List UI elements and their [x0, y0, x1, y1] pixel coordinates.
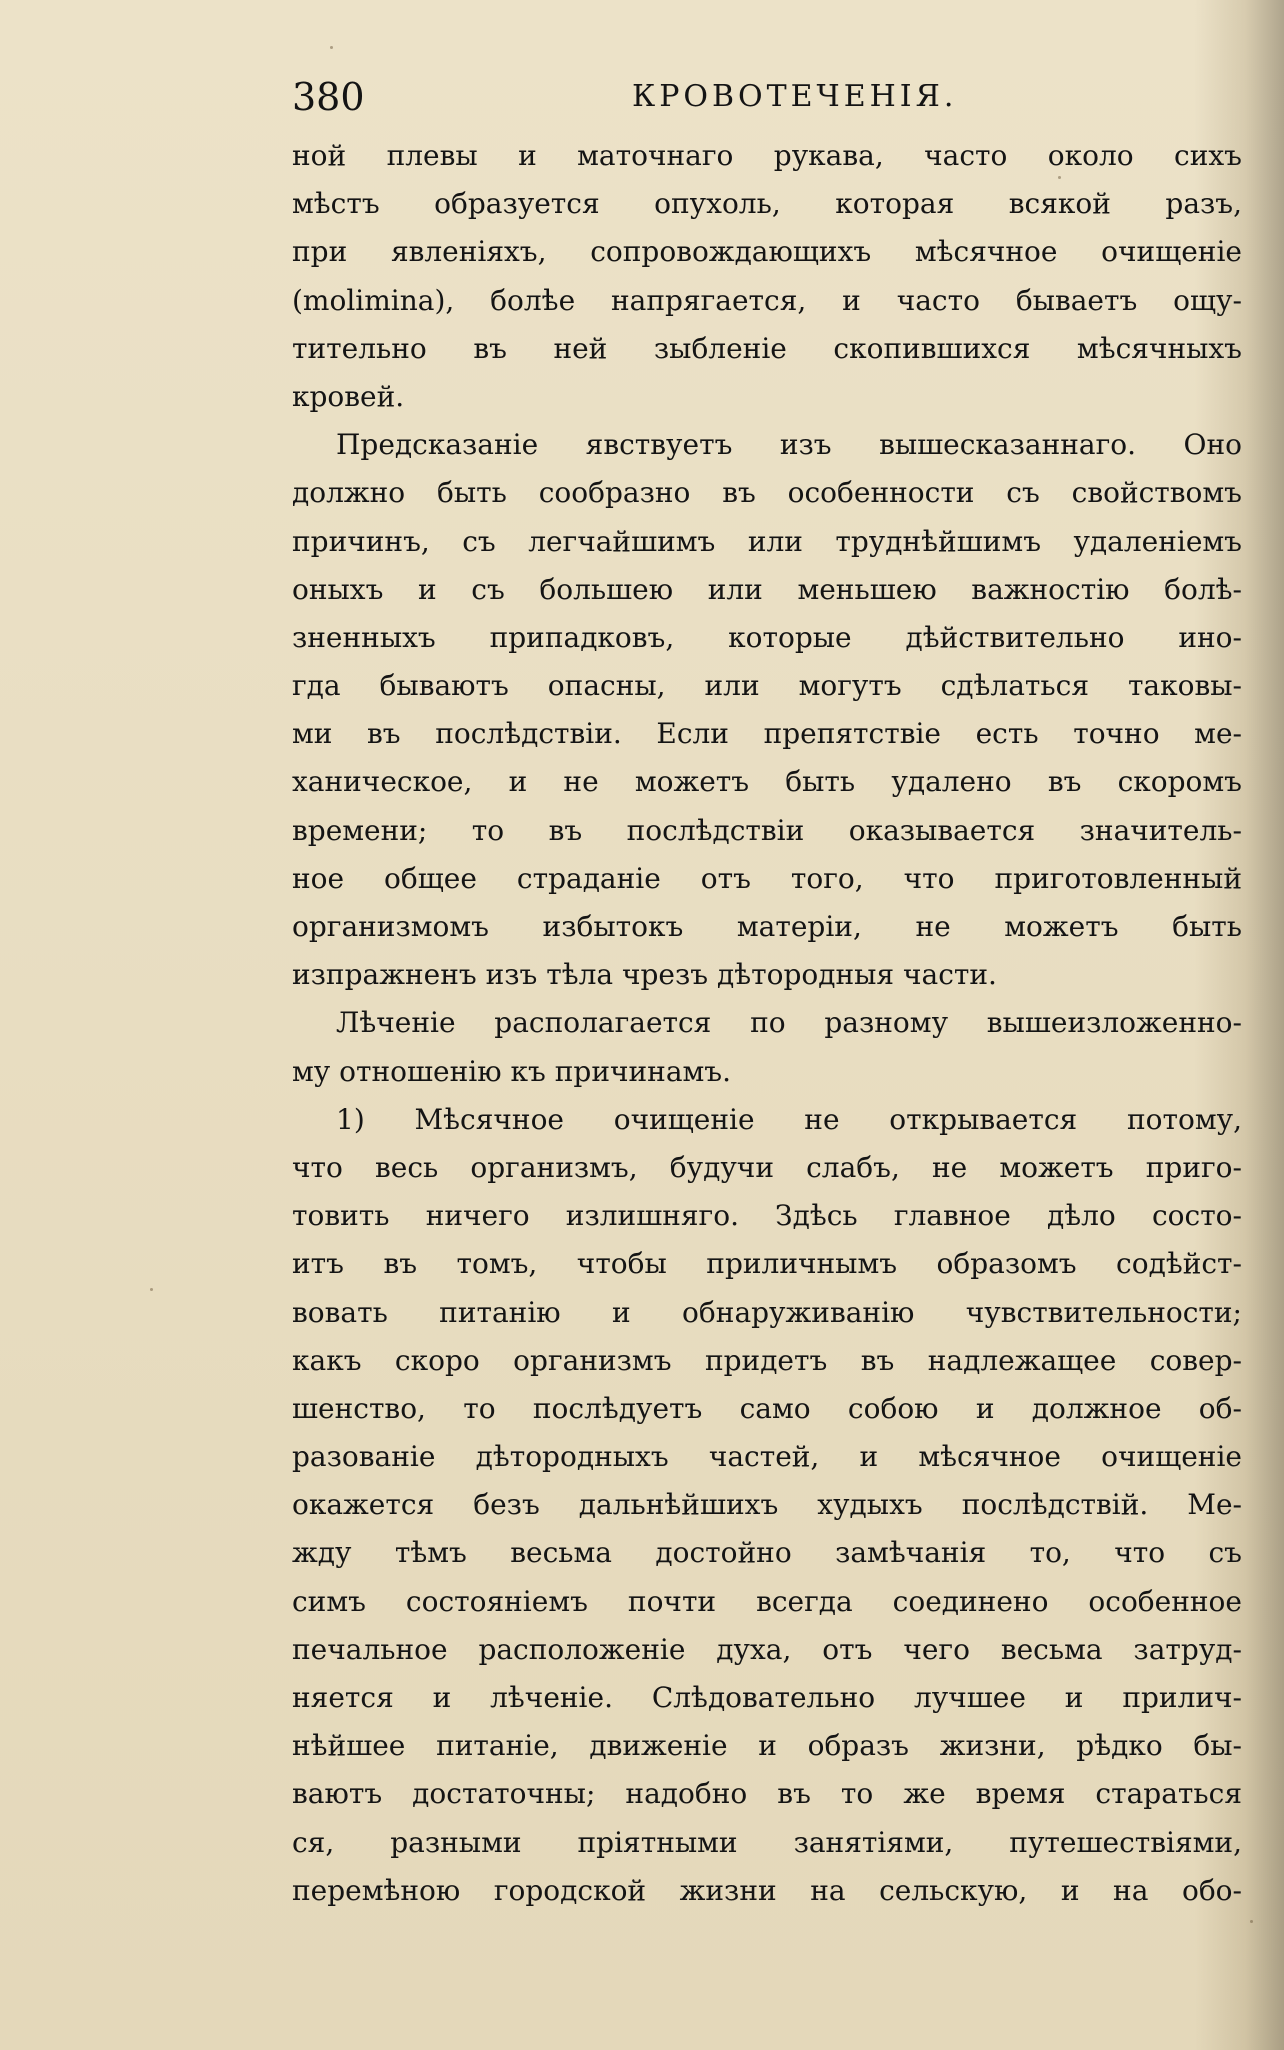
text-line: вовать питанію и обнаруживанію чувствительности; — [292, 1295, 1242, 1329]
paper-speck — [330, 46, 333, 49]
text-line: изпражненъ изъ тѣла чрезъ дѣтородныя части. — [292, 958, 997, 992]
text-line: ной плевы и маточнаго рукава, часто около сихъ — [292, 139, 1242, 172]
text-line: причинъ, съ легчайшимъ или труднѣйшимъ удаленіемъ — [292, 524, 1242, 558]
text-line: какъ скоро организмъ придетъ въ надлежащее совер- — [292, 1343, 1242, 1377]
page-number: 380 — [292, 75, 365, 119]
text-line: товить ничего излишняго. Здѣсь главное дѣло состо- — [292, 1199, 1242, 1233]
text-line: му отношенію къ причинамъ. — [292, 1054, 732, 1088]
page-header — [292, 72, 1232, 122]
text-line: печальное расположеніе духа, отъ чего весьма затруд- — [292, 1632, 1242, 1666]
text-line: симъ состояніемъ почти всегда соединено особенное — [292, 1584, 1242, 1618]
text-line: (molimina), болѣе напрягается, и часто бываетъ ощу- — [292, 283, 1242, 317]
text-line: организмомъ избытокъ матеріи, не можетъ быть — [292, 910, 1242, 943]
text-line: разованіе дѣтородныхъ частей, и мѣсячное очищеніе — [292, 1440, 1242, 1474]
text-line: гда бываютъ опасны, или могутъ сдѣлаться таковы- — [292, 669, 1242, 703]
text-line: времени; то въ послѣдствіи оказывается значитель- — [292, 813, 1242, 847]
text-line: должно быть сообразно въ особенности съ свойствомъ — [292, 476, 1242, 510]
text-line: Лѣченіе располагается по разному вышеизложенно- — [336, 1006, 1242, 1040]
text-line: что весь организмъ, будучи слабъ, не можетъ приго- — [292, 1150, 1242, 1184]
text-line: няется и лѣченіе. Слѣдовательно лучшее и прилич- — [292, 1681, 1242, 1714]
paper-speck — [1250, 1920, 1253, 1923]
text-line: ное общее страданіе отъ того, что приготовленный — [292, 861, 1242, 895]
text-line: кровей. — [292, 379, 405, 413]
text-line: ханическое, и не можетъ быть удалено въ скоромъ — [292, 765, 1242, 799]
text-line: шенство, то послѣдуетъ само собою и должное об- — [292, 1391, 1242, 1425]
body-text — [292, 132, 1242, 1915]
text-line: оныхъ и съ большею или меньшею важностію болѣ- — [292, 572, 1242, 606]
paper-speck — [150, 1288, 153, 1291]
text-line: нѣйшее питаніе, движеніе и образъ жизни, рѣдко бы- — [292, 1729, 1242, 1763]
text-line: ми въ послѣдствіи. Если препятствіе есть точно ме- — [292, 717, 1242, 751]
text-line: ваютъ достаточны; надобно въ то же время стараться — [292, 1777, 1242, 1811]
text-line: итъ въ томъ, чтобы приличнымъ образомъ содѣйст- — [292, 1247, 1242, 1281]
running-head: КРОВОТЕЧЕНІЯ. — [632, 79, 958, 114]
text-line: мѣстъ образуется опухоль, которая всякой разъ, — [292, 187, 1242, 221]
paper-speck — [1058, 176, 1061, 179]
text-line: жду тѣмъ весьма достойно замѣчанія то, что съ — [292, 1536, 1242, 1570]
text-line: Предсказаніе явствуетъ изъ вышесказаннаго. Оно — [336, 428, 1242, 462]
text-line: 1) Мѣсячное очищеніе не открывается потому, — [336, 1102, 1242, 1136]
text-line: при явленіяхъ, сопровождающихъ мѣсячное очищеніе — [292, 235, 1242, 269]
text-line: ся, разными пріятными занятіями, путешествіями, — [292, 1825, 1242, 1859]
text-line: зненныхъ припадковъ, которые дѣйствительно ино- — [292, 620, 1242, 654]
text-line: перемѣною городской жизни на сельскую, и на обо- — [292, 1873, 1242, 1907]
text-line: тительно въ ней зыбленіе скопившихся мѣсячныхъ — [292, 331, 1242, 365]
text-line: окажется безъ дальнѣйшихъ худыхъ послѣдствій. Ме- — [292, 1488, 1242, 1522]
